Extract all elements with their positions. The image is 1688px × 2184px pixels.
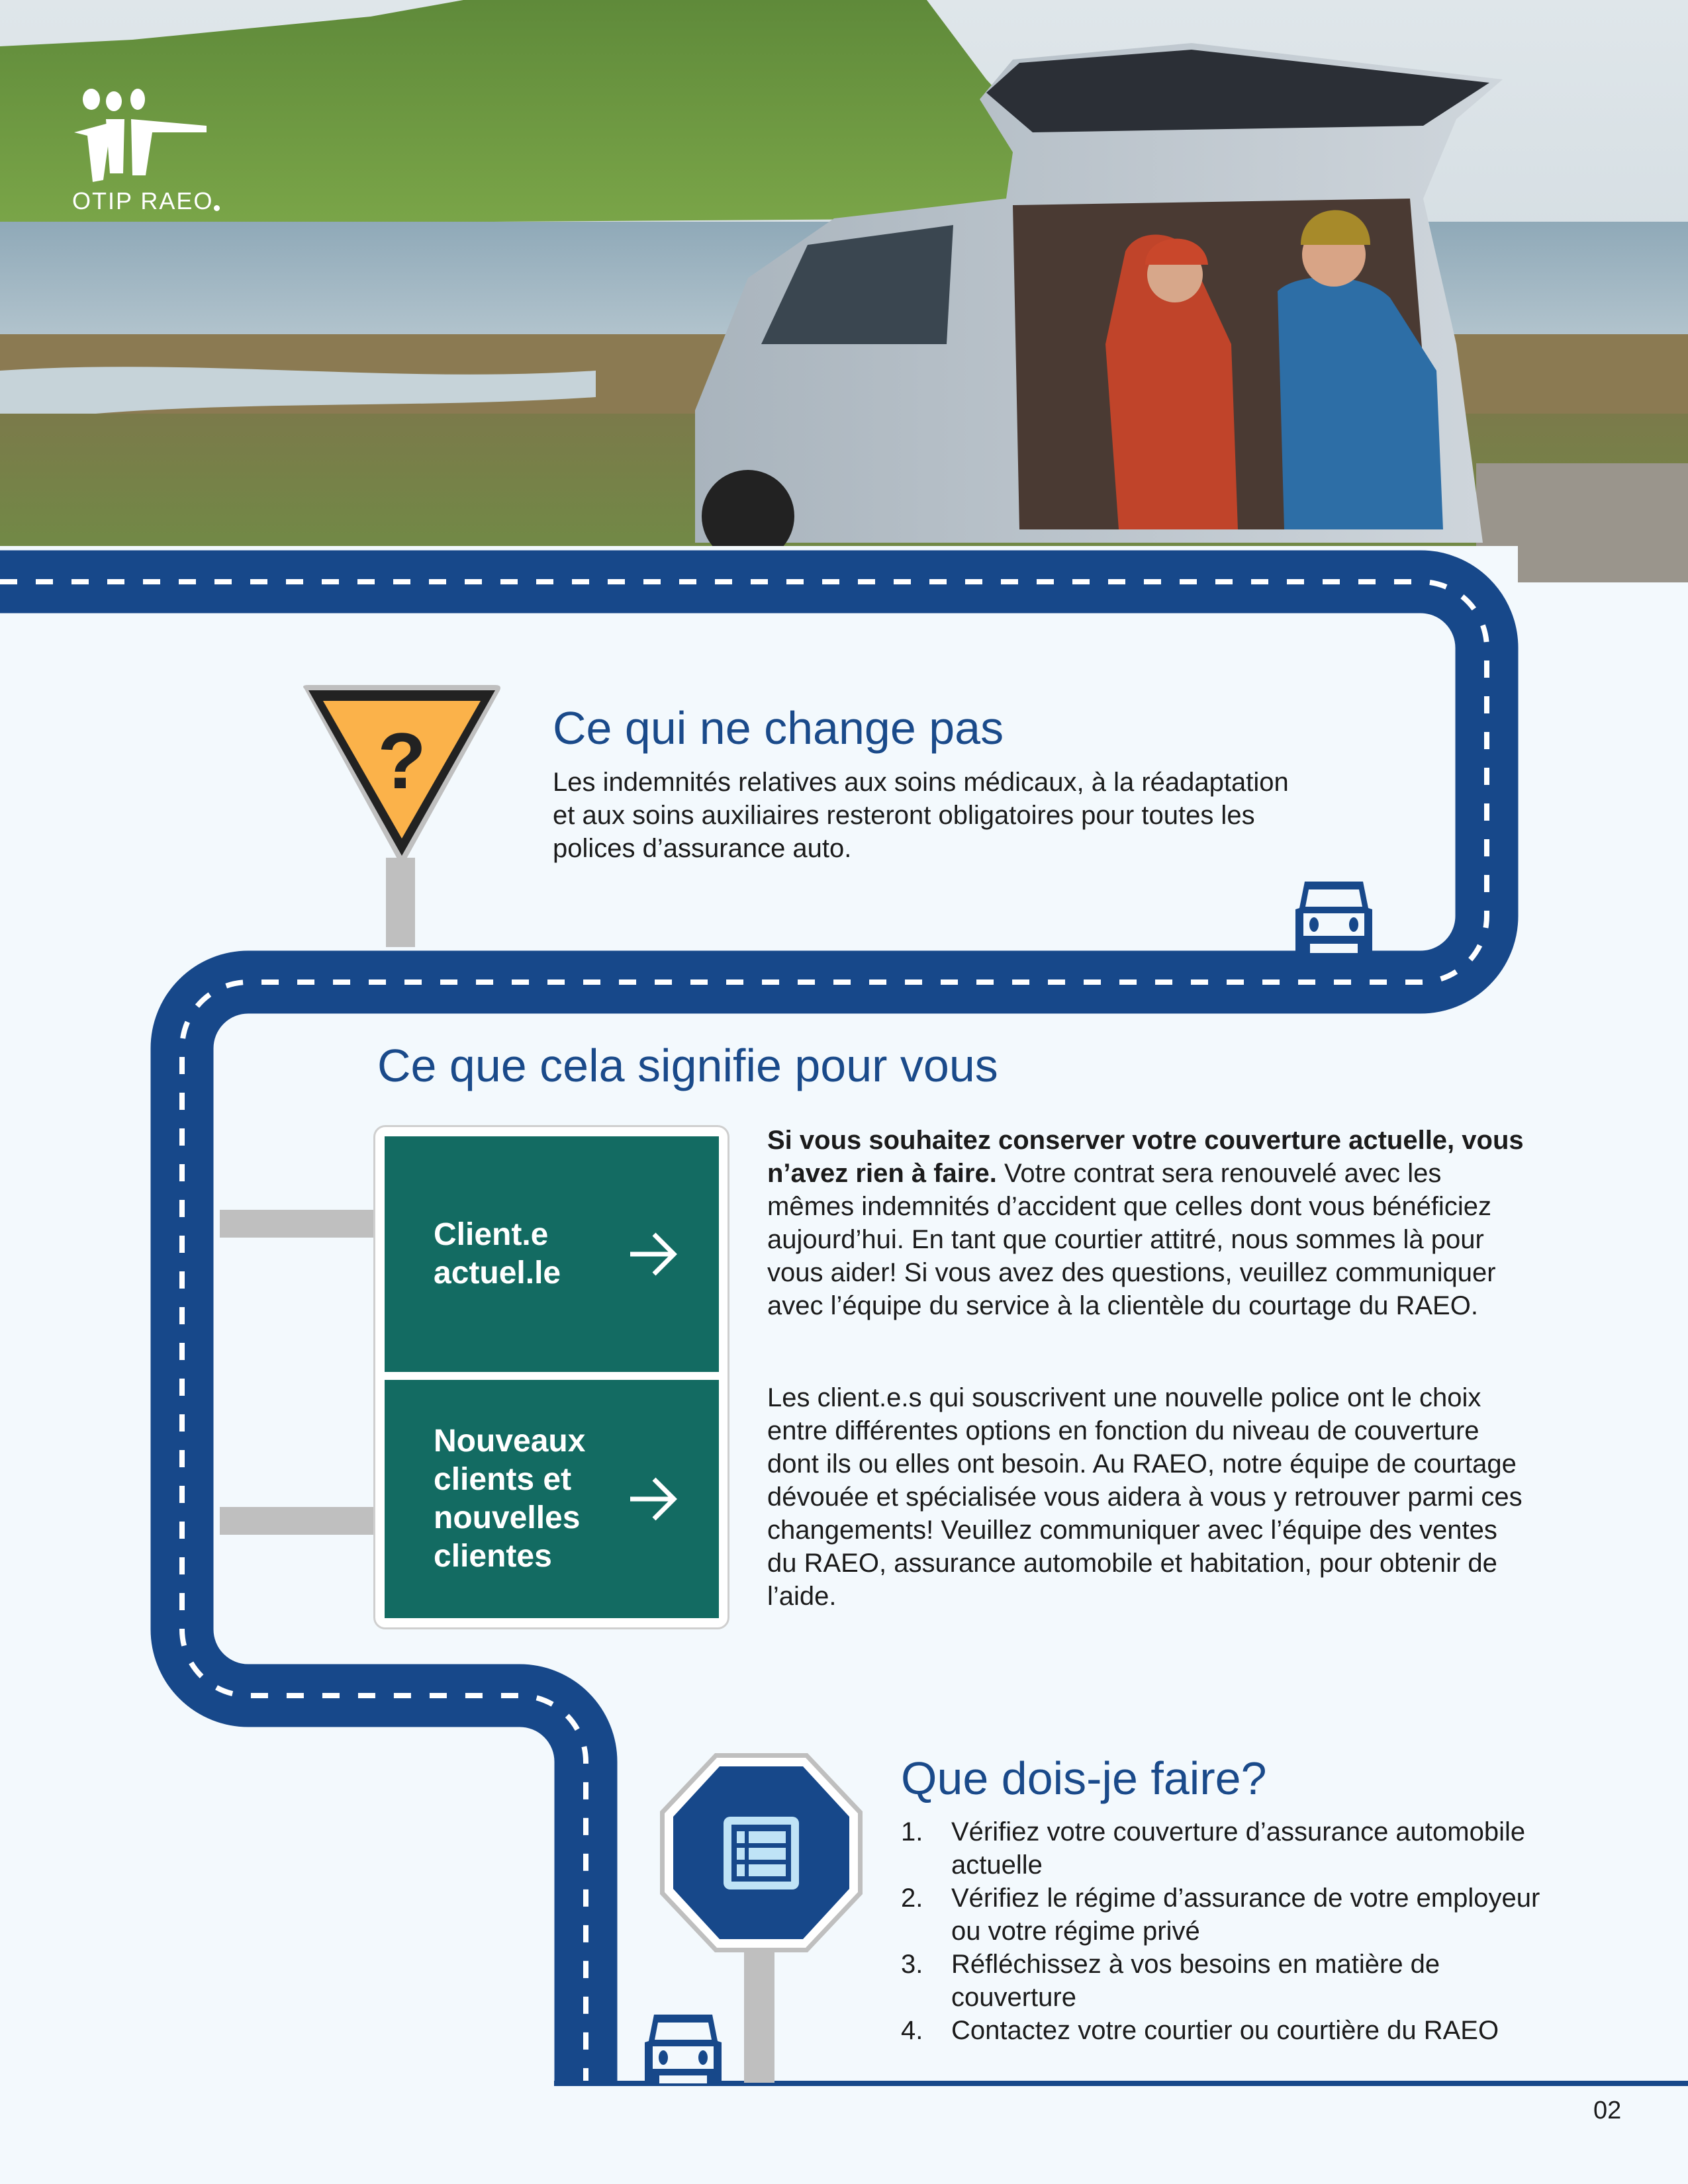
section-heading-unchanged: Ce qui ne change pas — [553, 702, 1004, 754]
step-number: 4. — [901, 2016, 923, 2045]
arrow-right-icon — [626, 1228, 679, 1281]
step-text: Vérifiez votre couverture d’assurance automobile actuelle — [951, 1817, 1526, 1880]
current-client-label: Client.e actuel.le — [434, 1217, 561, 1291]
current-client-paragraph — [767, 1124, 1528, 1322]
step-number: 2. — [901, 1884, 923, 1913]
step-number: 1. — [901, 1817, 923, 1846]
step-text: Réfléchissez à vos besoins en matière de couverture — [951, 1950, 1440, 2012]
new-client-sign — [385, 1380, 719, 1618]
car-icon — [645, 2015, 722, 2083]
section-heading-meaning: Ce que cela signifie pour vous — [377, 1040, 998, 1091]
todo-steps-list — [901, 1815, 1563, 2047]
car-icon — [1295, 882, 1372, 953]
current-client-text: Votre contrat sera renouvelé avec les mêmes indemnités d’accident que celles dont vous bénéficiez aujourd’hui. En tant que courtier attitré, nous sommes là pour vous aider! Si vous avez des questions, veuillez communiquer avec l’équipe du service à la clientèle du courtage du RAEO. — [767, 1159, 1496, 1320]
photo-bottom-band — [0, 546, 1518, 586]
todo-step — [901, 1815, 1563, 1882]
logo-text: OTIP RAEO — [72, 187, 214, 214]
current-client-sign — [385, 1136, 719, 1372]
current-client-lead: Si vous souhaitez conserver votre couverture actuelle, vous n’avez rien à faire. — [767, 1126, 1524, 1188]
step-text: Vérifiez le régime d’assurance de votre employeur ou votre régime privé — [951, 1884, 1540, 1946]
todo-step — [901, 1882, 1563, 1948]
step-text: Contactez votre courtier ou courtière du RAEO — [951, 2016, 1499, 2045]
section-body-unchanged: Les indemnités relatives aux soins médicaux, à la réadaptation et aux soins auxiliaires resteront obligatoires pour toutes les polices d’assurance auto. — [553, 768, 1289, 863]
hero-photo — [0, 0, 1688, 582]
logo-dot — [214, 205, 220, 211]
svg-text:?: ? — [377, 717, 426, 805]
sign-connector — [220, 1210, 373, 1238]
step-number: 3. — [901, 1950, 923, 1979]
new-client-label: Nouveaux clients et nouvelles clientes — [434, 1424, 586, 1574]
page-number: 02 — [1593, 2097, 1622, 2124]
new-client-paragraph: Les client.e.s qui souscrivent une nouvelle police ont le choix entre différentes options en fonction du niveau de couverture dont ils ou elles ont besoin. Au RAEO, notre équipe de courtage dévouée et spécialisée vous aidera à vous y retrouver parmi ces changements! Veuillez communiquer avec l’équipe des ventes du RAEO, assurance automobile et habitation, pour obtenir de l’aide. — [767, 1383, 1523, 1611]
section-heading-todo: Que dois-je faire? — [901, 1752, 1267, 1804]
todo-step — [901, 2014, 1563, 2047]
sign-connector — [220, 1507, 373, 1535]
yield-sign-icon — [299, 682, 504, 947]
todo-step — [901, 1948, 1563, 2014]
arrow-right-icon — [626, 1473, 679, 1525]
